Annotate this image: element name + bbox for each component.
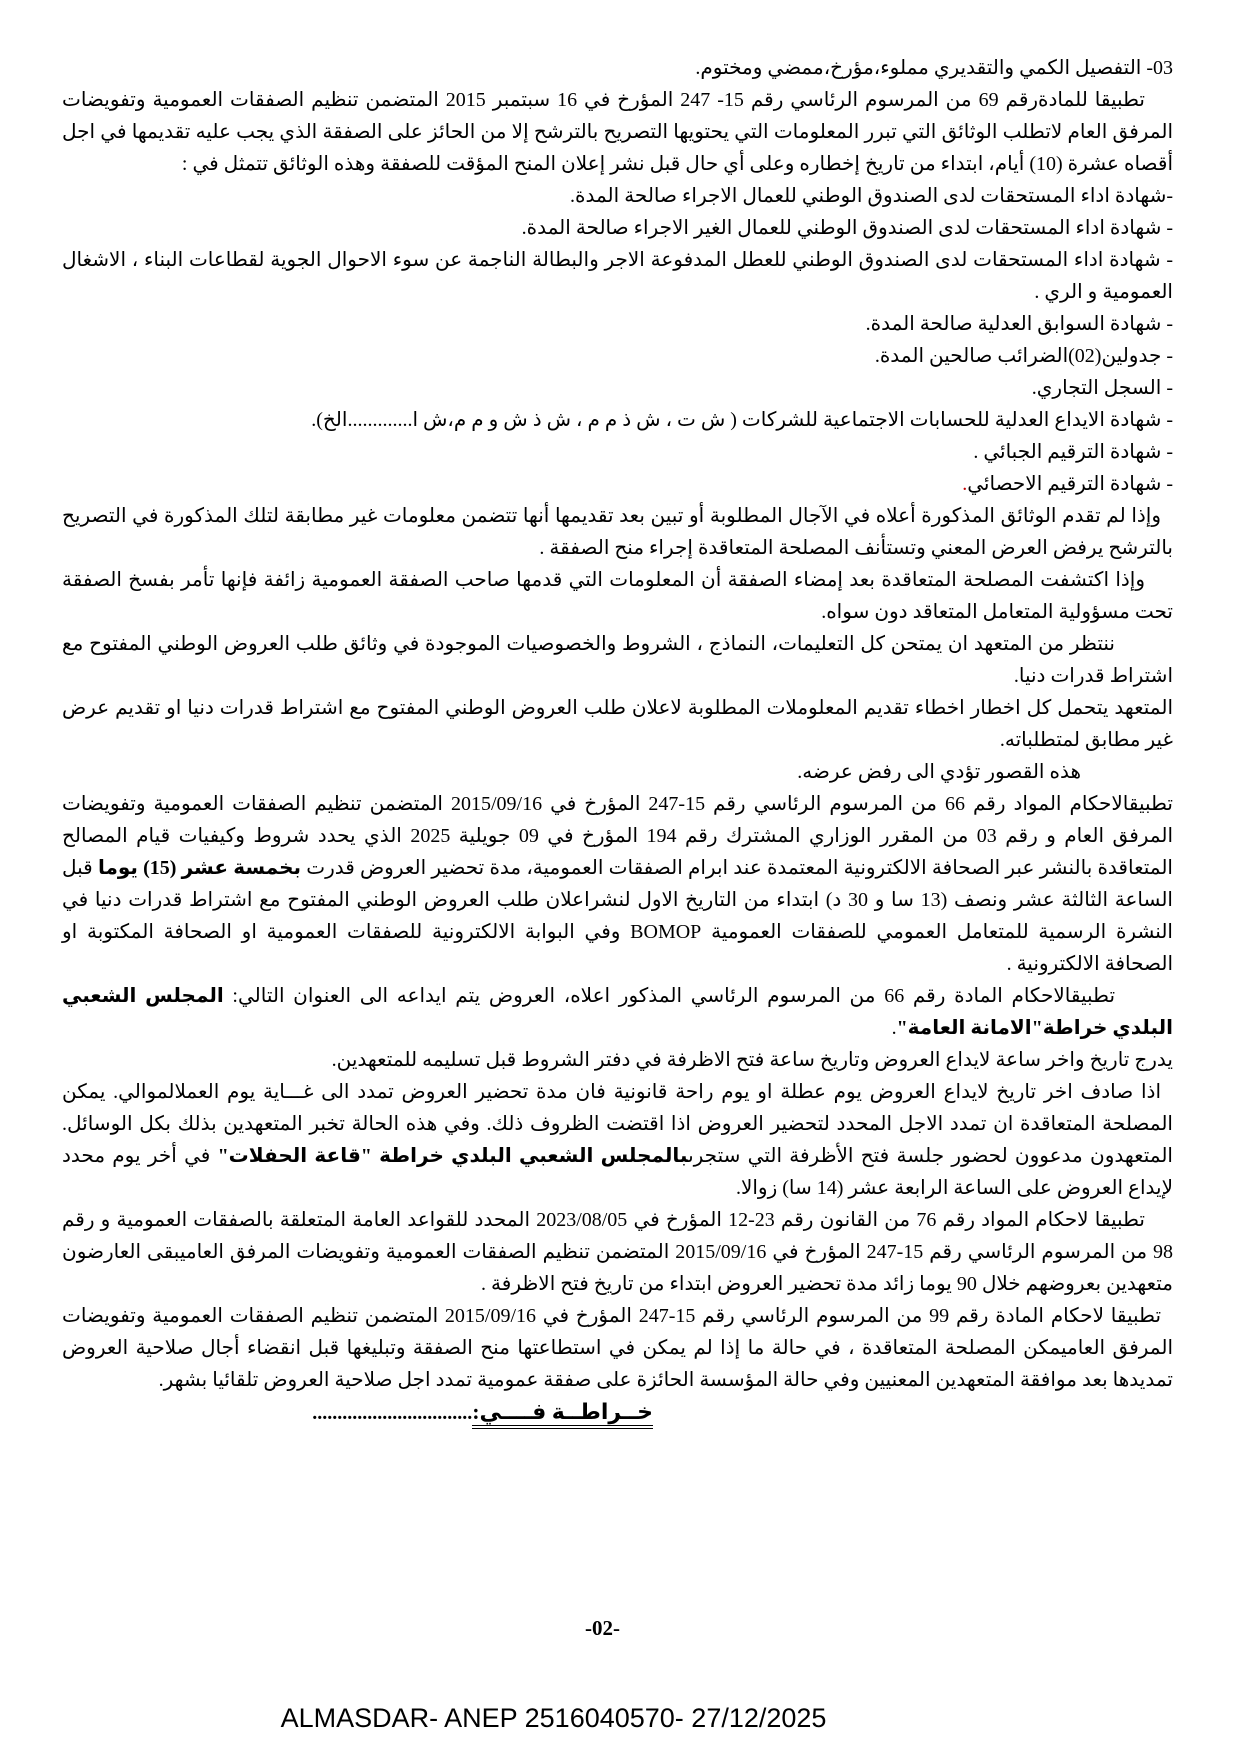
certificate-item: - شهادة الايداع العدلية للحسابات الاجتماعية للشركات ( ش ت ، ش ذ م م ، ش ذ ش و م م،ش ا.............الخ).: [311, 409, 1173, 431]
signature-dotted-line: ................................: [312, 1402, 473, 1424]
validity-paragraph: تطبيقا لاحكام المواد رقم 76 من القانون رقم 23-12 المؤرخ في 2023/08/05 المحدد للقواعد العامة المتعلقة بالصفقات العمومية و رقم 98 من المرسوم الرئاسي رقم 15-247 المؤرخ في 2015/09/16 المتضمن تنظيم الصفقات العمومية وتفويضات المرفق العاميبقى العارضون متعهدين بعروضهم خلال 90 يوما زائد مدة تحضير العروض ابتداء من تاريخ فتح الاظرفة .: [62, 1209, 1174, 1295]
opening-text: في أخر يوم محدد لإيداع العروض على الساعة الرابعة عشر (14 سا) زوالا.: [62, 1145, 1173, 1199]
red-period: .: [962, 473, 968, 495]
certificate-item: -شهادة اداء المستحقات لدى الصندوق الوطني للعمال الاجراء صالحة المدة.: [570, 185, 1173, 207]
extension-paragraph: تطبيقا لاحكام المادة رقم 99 من المرسوم الرئاسي رقم 15-247 المؤرخ في 2015/09/16 المتضمن تنظيم الصفقات العمومية وتفويضات المرفق العاميمكن المصلحة المتعاقدة ، في حالة ما إذا لم يمكن في استطاعتها منح الصفقة وتبليغها قبل انقضاء أجال صلاحية العروض تمديدها بعد موافقة المتعهدين المعنيين وفي حالة المؤسسة الحائزة على صفقة عمومية تمدد اجل صلاحية العروض تلقائيا بشهر.: [62, 1305, 1173, 1391]
opening-venue-bold: بالمجلس الشعبي البلدي خراطة "قاعة الحفلات": [217, 1145, 689, 1167]
certificate-item: - شهادة اداء المستحقات لدى الصندوق الوطني للعطل المدفوعة الاجر والبطالة الناجمة عن سوء الاحوال الجوية لقطاعات البناء ، الاشغال العمومية و الري .: [62, 249, 1173, 303]
preparation-paragraph: [62, 788, 1173, 980]
register-paragraph: يدرج تاريخ واخر ساعة لايداع العروض وتاريخ ساعة فتح الاظرفة في دفتر الشروط قبل تسليمه للمتعهدين.: [331, 1049, 1173, 1071]
deposit-address-paragraph: [62, 980, 1173, 1044]
signature-place-label: خــراطــة فــــي:: [472, 1399, 653, 1429]
opening-session-paragraph: [62, 1076, 1173, 1204]
anep-footer: [0, 1703, 1241, 1734]
errors-paragraph: المتعهد يتحمل كل اخطار اخطاء تقديم المعلوملات المطلوبة لاعلان طلب العروض الوطني المفتوح مع اشتراط قدرات دنيا او تقديم عرض غير مطابق لمتطلباته.: [62, 697, 1173, 751]
signature-line: [62, 1396, 1173, 1429]
certificate-item: - جدولين(02)الضرائب صالحين المدة.: [874, 345, 1173, 367]
anep-footer-text: ALMASDAR- ANEP 2516040570- 27/12/2025: [280, 1703, 827, 1733]
certificate-item: - شهادة الترقيم الجبائي .: [973, 441, 1173, 463]
certificate-item: - شهادة السوابق العدلية صالحة المدة.: [865, 313, 1173, 335]
deposit-address-bold: المجلس الشعبي البلدي خراطة"الامانة العامة": [62, 985, 1173, 1039]
opening-text: اذا صادف اخر تاريخ لايداع العروض يوم عطلة او يوم راحة قانونية فان مدة تحضير العروض تمدد الى غـــاية يوم العملالموالي. يمكن المصلحة المتعاقدة ان تمدد الاجل المحدد لتحضير العروض اذا اقتضت الظروف ذلك. وفي هذه الحالة تخبر المتعهدين بذلك بكل الوسائل. المتعهدون مدعوون لحضور جلسة فتح الأظرفة التي ستجرى: [62, 1081, 1173, 1167]
false-info-paragraph: وإذا اكتشفت المصلحة المتعاقدة بعد إمضاء الصفقة أن المعلومات التي قدمها صاحب الصفقة العمومية زائفة فإنها تأمر بفسخ الصفقة تحت مسؤولية المتعامل المتعاقد دون سواه.: [62, 569, 1173, 623]
fifteen-days-bold: بخمسة عشر (15) يوما: [97, 857, 302, 879]
document-body: [62, 52, 1173, 1429]
rejection-line: هذه القصور تؤدي الى رفض عرضه.: [797, 761, 1081, 783]
page-number-label: -02-: [585, 1616, 620, 1640]
examine-paragraph: ننتظر من المتعهد ان يمتحن كل التعليمات، النماذج ، الشروط والخصوصيات الموجودة في وثائق طلب العروض الوطني المفتوح مع اشتراط قدرات دنيا.: [62, 633, 1173, 687]
item-03-line: 03- التفصيل الكمي والتقديري مملوء،مؤرخ،ممضي ومختوم.: [695, 57, 1173, 79]
deposit-text: .: [891, 1017, 897, 1039]
certificate-item-statistical: [62, 468, 1173, 500]
certificate-item: - شهادة اداء المستحقات لدى الصندوق الوطني للعمال الغير الاجراء صالحة المدة.: [521, 217, 1173, 239]
docs-warning-paragraph: وإذا لم تقدم الوثائق المذكورة أعلاه في الآجال المطلوبة أو تبين بعد تقديمها أنها تتضمن معلومات غير مطابقة لتلك المذكورة في التصريح بالترشح يرفض العرض المعني وتستأنف المصلحة المتعاقدة إجراء منح الصفقة .: [62, 505, 1173, 559]
deposit-text: تطبيقالاحكام المادة رقم 66 من المرسوم الرئاسي المذكور اعلاه، العروض يتم ايداعه الى العنوان التالي:: [223, 985, 1116, 1007]
page-number: [0, 1616, 1241, 1641]
certificate-item-text: - شهادة الترقيم الاحصائي: [967, 473, 1173, 495]
certificate-item: - السجل التجاري.: [1031, 377, 1173, 399]
preparation-text: تطبيقالاحكام المواد رقم 66 من المرسوم الرئاسي رقم 15-247 المؤرخ في 2015/09/16 المتضمن تنظيم الصفقات العمومية وتفويضات المرفق العام و رقم 03 من المقرر الوزاري المشترك رقم 194 المؤرخ في 09 جويلية 2025 الذي يحدد شروط وكيفيات قيام المصالح المتعاقدة بالنشر عبر الصحافة الالكترونية المعتمدة عند ابرام الصفقات العمومية، مدة تحضير العروض قدرت: [62, 793, 1174, 879]
intro-paragraph: تطبيقا للمادةرقم 69 من المرسوم الرئاسي رقم 15- 247 المؤرخ في 16 سبتمبر 2015 المتضمن تنظيم الصفقات العمومية وتفويضات المرفق العام لاتطلب الوثائق التي تبرر المعلومات التي يحتويها التصريح بالترشح إلا من الحائز على الصفقة الذي يجب عليه تقديمها في اجل أقصاه عشرة (10) أيام، ابتداء من تاريخ إخطاره وعلى أي حال قبل نشر إعلان المنح المؤقت للصفقة وهذه الوثائق تتمثل في :: [62, 89, 1173, 175]
preparation-text: قبل الساعة الثالثة عشر ونصف (13 سا و 30 د) ابتداء من التاريخ الاول لنشراعلان طلب العروض الوطني المفتوح مع اشتراط قدرات دنيا في النشرة الرسمية للمتعامل العمومي للصفقات العمومية BOMOP وفي البوابة الالكترونية للصفقات العمومية او الصحافة المكتوبة او الصحافة الالكترونية .: [62, 857, 1173, 975]
